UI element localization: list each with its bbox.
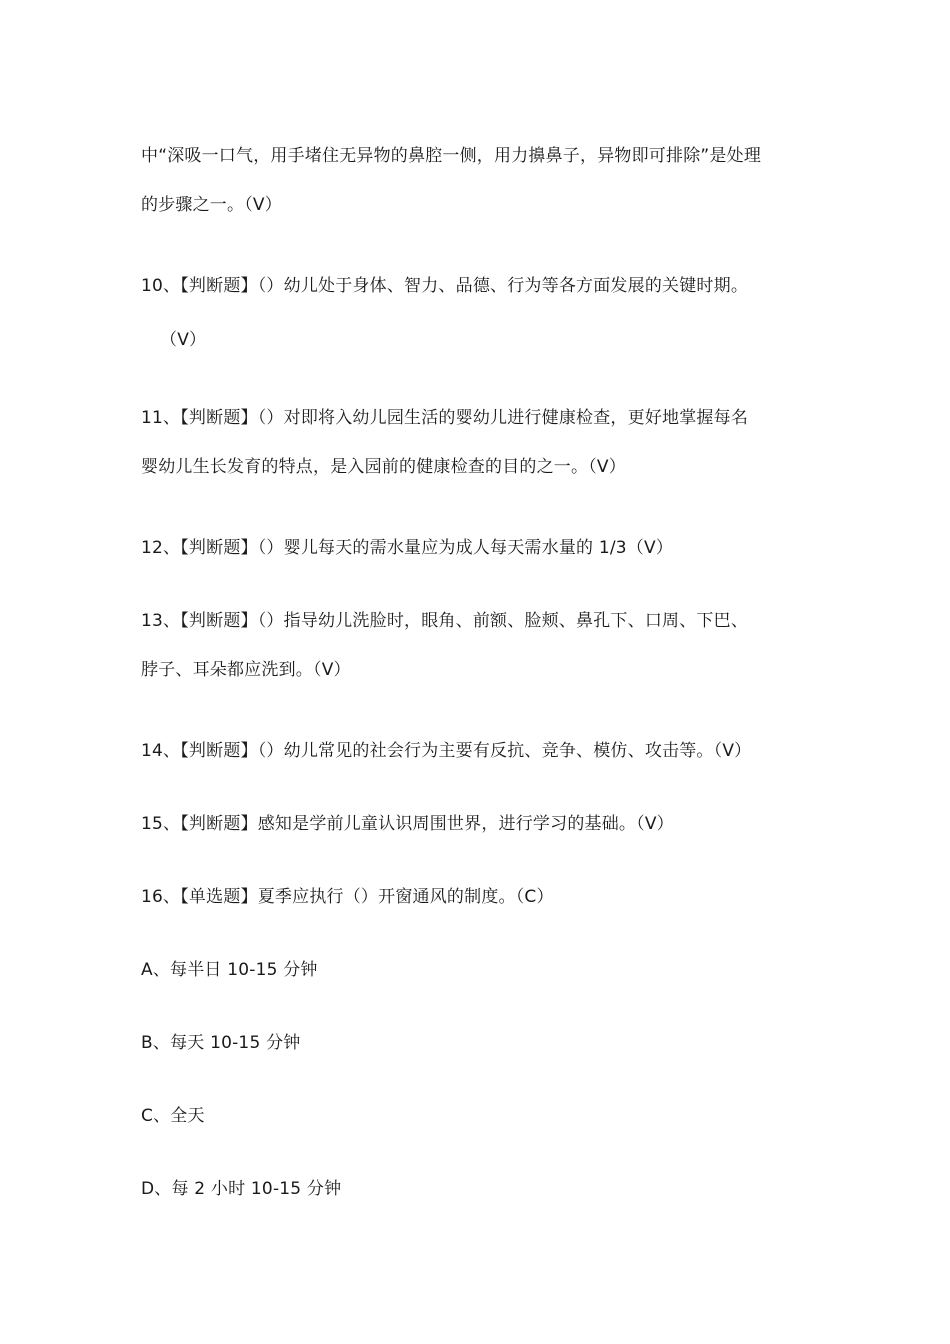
q16-option-d: D、每 2 小时 10-15 分钟 bbox=[141, 1179, 342, 1199]
q11-text-line-2: 婴幼儿生长发育的特点，是入园前的健康检查的目的之一。（V） bbox=[141, 457, 626, 477]
q14-text: 14、【判断题】（）幼儿常见的社会行为主要有反抗、竞争、模仿、攻击等。（V） bbox=[141, 741, 752, 761]
q10-text-line-1: 10、【判断题】（）幼儿处于身体、智力、品德、行为等各方面发展的关键时期。 bbox=[141, 276, 749, 296]
q15-text: 15、【判断题】感知是学前儿童认识周围世界，进行学习的基础。（V） bbox=[141, 814, 674, 834]
q11-text-line-1: 11、【判断题】（）对即将入幼儿园生活的婴幼儿进行健康检查，更好地掌握每名 bbox=[141, 408, 749, 428]
q9-text-line-2: 的步骤之一。（V） bbox=[141, 195, 282, 215]
q16-option-c: C、全天 bbox=[141, 1106, 205, 1126]
q16-option-b: B、每天 10-15 分钟 bbox=[141, 1033, 301, 1053]
q13-text-line-1: 13、【判断题】（）指导幼儿洗脸时，眼角、前额、脸颊、鼻孔下、口周、下巴、 bbox=[141, 611, 749, 631]
q10-answer: （V） bbox=[160, 330, 207, 350]
q13-text-line-2: 脖子、耳朵都应洗到。（V） bbox=[141, 660, 351, 680]
q16-text: 16、【单选题】夏季应执行（）开窗通风的制度。（C） bbox=[141, 887, 554, 907]
q16-option-a: A、每半日 10-15 分钟 bbox=[141, 960, 318, 980]
q9-text-line-1: 中“深吸一口气，用手堵住无异物的鼻腔一侧，用力擤鼻子，异物即可排除”是处理 bbox=[141, 146, 762, 166]
q12-text: 12、【判断题】（）婴儿每天的需水量应为成人每天需水量的 1/3（V） bbox=[141, 538, 674, 558]
